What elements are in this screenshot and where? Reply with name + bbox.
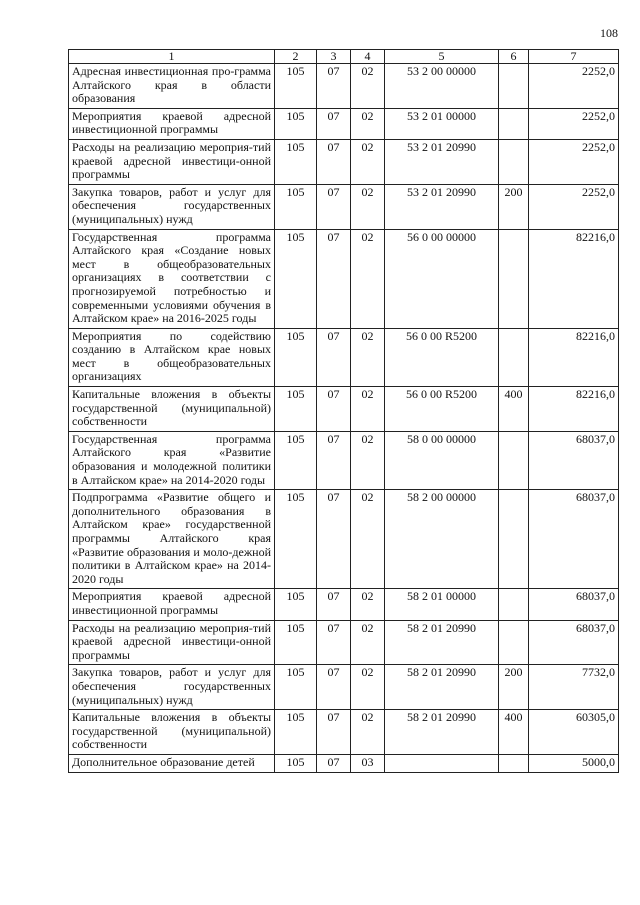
table-row xyxy=(69,490,619,589)
target-article-cell: 58 2 01 20990 xyxy=(385,665,499,710)
subsection-cell: 02 xyxy=(351,108,385,139)
expense-type-cell xyxy=(499,754,529,772)
amount-cell: 68037,0 xyxy=(529,620,619,665)
target-article-cell: 58 2 01 00000 xyxy=(385,589,499,620)
admin-code-cell: 105 xyxy=(275,754,317,772)
table-row xyxy=(69,64,619,109)
section-cell: 07 xyxy=(317,620,351,665)
page-number: 108 xyxy=(600,26,618,40)
expense-type-cell xyxy=(499,328,529,386)
admin-code-cell: 105 xyxy=(275,328,317,386)
target-article-cell: 58 0 00 00000 xyxy=(385,431,499,489)
target-article-cell: 53 2 00 00000 xyxy=(385,64,499,109)
row-name-cell: Расходы на реализацию мероприя-тий краевой адресной инвестици-онной программы xyxy=(69,620,275,665)
amount-cell: 2252,0 xyxy=(529,64,619,109)
row-name-cell: Государственная программа Алтайского края «Развитие образования и молодежной политики в Алтайском крае» на 2014-2020 годы xyxy=(69,431,275,489)
section-cell: 07 xyxy=(317,108,351,139)
column-header: 1 xyxy=(69,50,275,64)
expense-type-cell xyxy=(499,490,529,589)
target-article-cell: 53 2 01 20990 xyxy=(385,184,499,229)
admin-code-cell: 105 xyxy=(275,184,317,229)
subsection-cell: 02 xyxy=(351,64,385,109)
section-cell: 07 xyxy=(317,139,351,184)
amount-cell: 60305,0 xyxy=(529,710,619,755)
amount-cell: 68037,0 xyxy=(529,589,619,620)
table-row xyxy=(69,754,619,772)
target-article-cell: 58 2 01 20990 xyxy=(385,710,499,755)
column-header: 7 xyxy=(529,50,619,64)
subsection-cell: 02 xyxy=(351,710,385,755)
target-article-cell: 58 2 01 20990 xyxy=(385,620,499,665)
target-article-cell: 56 0 00 00000 xyxy=(385,229,499,328)
table-row xyxy=(69,387,619,432)
table-row xyxy=(69,665,619,710)
subsection-cell: 02 xyxy=(351,665,385,710)
admin-code-cell: 105 xyxy=(275,710,317,755)
expense-type-cell xyxy=(499,108,529,139)
amount-cell: 2252,0 xyxy=(529,184,619,229)
table-row xyxy=(69,589,619,620)
expense-type-cell: 400 xyxy=(499,710,529,755)
admin-code-cell: 105 xyxy=(275,64,317,109)
row-name-cell: Закупка товаров, работ и услуг для обеспечения государственных (муниципальных) нужд xyxy=(69,184,275,229)
subsection-cell: 02 xyxy=(351,589,385,620)
section-cell: 07 xyxy=(317,665,351,710)
section-cell: 07 xyxy=(317,754,351,772)
expense-type-cell: 200 xyxy=(499,665,529,710)
target-article-cell: 56 0 00 R5200 xyxy=(385,328,499,386)
amount-cell: 82216,0 xyxy=(529,328,619,386)
row-name-cell: Мероприятия краевой адресной инвестиционной программы xyxy=(69,108,275,139)
amount-cell: 82216,0 xyxy=(529,387,619,432)
section-cell: 07 xyxy=(317,387,351,432)
subsection-cell: 02 xyxy=(351,431,385,489)
subsection-cell: 02 xyxy=(351,328,385,386)
amount-cell: 68037,0 xyxy=(529,490,619,589)
admin-code-cell: 105 xyxy=(275,387,317,432)
section-cell: 07 xyxy=(317,431,351,489)
target-article-cell xyxy=(385,754,499,772)
section-cell: 07 xyxy=(317,589,351,620)
amount-cell: 82216,0 xyxy=(529,229,619,328)
table-row xyxy=(69,431,619,489)
row-name-cell: Мероприятия краевой адресной инвестиционной программы xyxy=(69,589,275,620)
admin-code-cell: 105 xyxy=(275,139,317,184)
subsection-cell: 02 xyxy=(351,490,385,589)
target-article-cell: 53 2 01 00000 xyxy=(385,108,499,139)
row-name-cell: Капитальные вложения в объекты государственной (муниципальной) собственности xyxy=(69,710,275,755)
budget-table xyxy=(68,49,619,773)
section-cell: 07 xyxy=(317,328,351,386)
table-row xyxy=(69,139,619,184)
admin-code-cell: 105 xyxy=(275,589,317,620)
table-row xyxy=(69,108,619,139)
subsection-cell: 02 xyxy=(351,229,385,328)
column-header: 4 xyxy=(351,50,385,64)
table-row xyxy=(69,710,619,755)
expense-type-cell: 400 xyxy=(499,387,529,432)
row-name-cell: Расходы на реализацию мероприя-тий краевой адресной инвестици-онной программы xyxy=(69,139,275,184)
row-name-cell: Адресная инвестиционная про-грамма Алтайского края в области образования xyxy=(69,64,275,109)
column-header: 2 xyxy=(275,50,317,64)
target-article-cell: 56 0 00 R5200 xyxy=(385,387,499,432)
row-name-cell: Государственная программа Алтайского края «Создание новых мест в общеобразовательных организациях в соответствии с прогнозируемой потребностью и современными условиями обучения в Алтайском крае» на 2016-2025 годы xyxy=(69,229,275,328)
row-name-cell: Дополнительное образование детей xyxy=(69,754,275,772)
column-header: 6 xyxy=(499,50,529,64)
subsection-cell: 03 xyxy=(351,754,385,772)
row-name-cell: Подпрограмма «Развитие общего и дополнительного образования в Алтайском крае» государственной программы Алтайского края «Развитие образования и моло-дежной политики в Алтайском крае» на 2014-2020 годы xyxy=(69,490,275,589)
admin-code-cell: 105 xyxy=(275,108,317,139)
row-name-cell: Закупка товаров, работ и услуг для обеспечения государственных (муниципальных) нужд xyxy=(69,665,275,710)
table-row xyxy=(69,620,619,665)
table-row xyxy=(69,328,619,386)
section-cell: 07 xyxy=(317,184,351,229)
admin-code-cell: 105 xyxy=(275,665,317,710)
amount-cell: 2252,0 xyxy=(529,108,619,139)
amount-cell: 7732,0 xyxy=(529,665,619,710)
section-cell: 07 xyxy=(317,710,351,755)
section-cell: 07 xyxy=(317,64,351,109)
target-article-cell: 53 2 01 20990 xyxy=(385,139,499,184)
subsection-cell: 02 xyxy=(351,184,385,229)
subsection-cell: 02 xyxy=(351,139,385,184)
column-header: 5 xyxy=(385,50,499,64)
table-row xyxy=(69,229,619,328)
expense-type-cell xyxy=(499,589,529,620)
column-header: 3 xyxy=(317,50,351,64)
subsection-cell: 02 xyxy=(351,387,385,432)
section-cell: 07 xyxy=(317,229,351,328)
subsection-cell: 02 xyxy=(351,620,385,665)
section-cell: 07 xyxy=(317,490,351,589)
row-name-cell: Мероприятия по содействию созданию в Алтайском крае новых мест в общеобразовательных организациях xyxy=(69,328,275,386)
expense-type-cell xyxy=(499,64,529,109)
amount-cell: 68037,0 xyxy=(529,431,619,489)
expense-type-cell xyxy=(499,620,529,665)
admin-code-cell: 105 xyxy=(275,229,317,328)
expense-type-cell xyxy=(499,139,529,184)
expense-type-cell xyxy=(499,229,529,328)
amount-cell: 5000,0 xyxy=(529,754,619,772)
target-article-cell: 58 2 00 00000 xyxy=(385,490,499,589)
admin-code-cell: 105 xyxy=(275,431,317,489)
expense-type-cell: 200 xyxy=(499,184,529,229)
expense-type-cell xyxy=(499,431,529,489)
admin-code-cell: 105 xyxy=(275,620,317,665)
table-row xyxy=(69,184,619,229)
amount-cell: 2252,0 xyxy=(529,139,619,184)
row-name-cell: Капитальные вложения в объекты государственной (муниципальной) собственности xyxy=(69,387,275,432)
admin-code-cell: 105 xyxy=(275,490,317,589)
table-header-row xyxy=(69,50,619,64)
